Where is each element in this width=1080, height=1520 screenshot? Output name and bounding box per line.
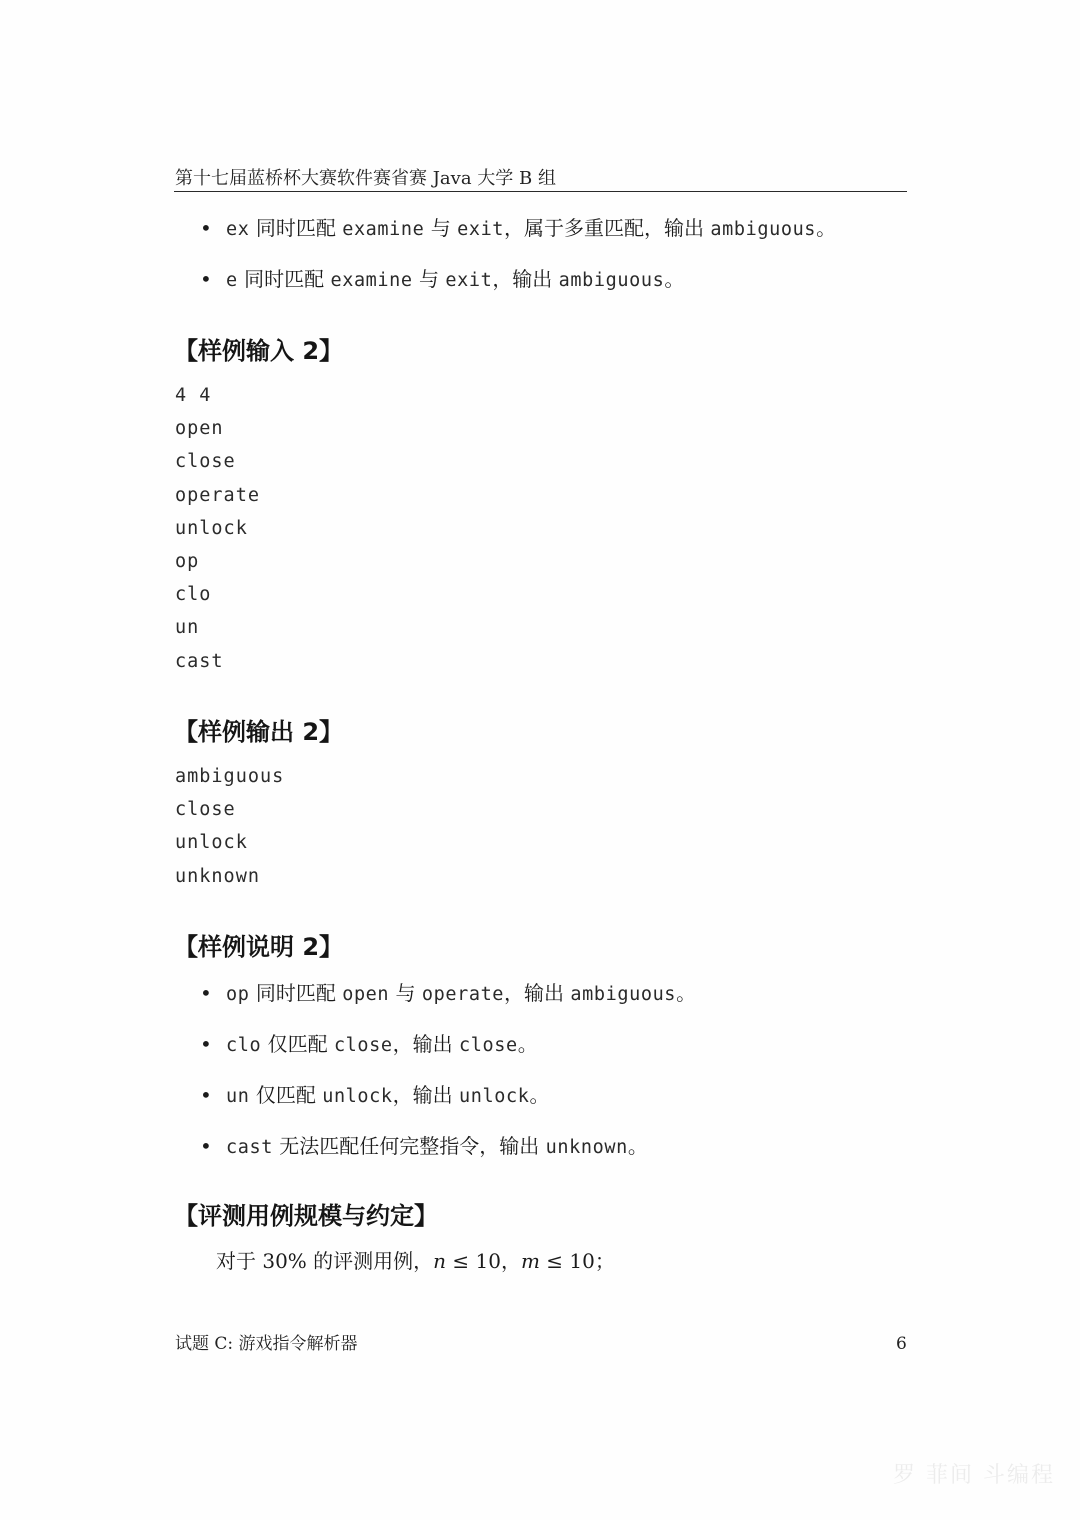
sample-output-2-title: 【样例输出 2】 [174,718,344,746]
code-line: ambiguous [175,766,285,787]
code-line: cast [175,650,224,672]
sample-explanation-2-title: 【样例说明 2】 [174,933,344,961]
code-line: operate [175,484,260,506]
code-line: close [175,799,236,821]
bullet-icon: • [200,216,212,240]
code-line: close [175,451,236,473]
code-line: op [175,550,200,572]
code-line: unlock [175,517,248,539]
bullet-icon: • [200,267,212,291]
bullet-icon: • [200,981,212,1005]
document-page: 第十七届蓝桥杯大赛软件赛省赛 Java 大学 B 组 • ex 同时匹配 examine 与 exit，属于多重匹配，输出 ambiguous。 • e 同时匹配 examine 与 exit，输出 ambiguous。 【样例输入 2】 4 4 open close operate unlock op clo un cast 【样例输出 2】 ambiguous close unlock unknown 【样例说明 2】 • op 同时匹配 open 与 operate，输出 ambiguous。 • clo 仅匹配 close，输出 close。 • un 仅匹配 unlock，输出 unlock。 • cast 无法匹配任何完整指令，输出 unknown。 【评测用例规模与约定】 对于 30% 的评测用例，n ≤ 10，m ≤ 10； 试题 C: 游戏指令解析器 6 罗 菲间 斗编程 [174,168,1055,1488]
bullet-icon: • [200,1032,212,1056]
code-line: 4 4 [175,385,212,406]
code-line: open [175,418,224,440]
constraints-title: 【评测用例规模与约定】 [174,1202,438,1230]
code-line: un [175,617,200,639]
header-rule [174,191,907,192]
bullet-icon: • [200,1134,212,1158]
page-number: 6 [896,1334,907,1354]
page-footer-problem: 试题 C: 游戏指令解析器 [175,1334,358,1354]
page-header: 第十七届蓝桥杯大赛软件赛省赛 Java 大学 B 组 [175,168,556,189]
code-line: unlock [175,832,248,854]
sample-input-2-code [175,379,260,678]
constraints-paragraph: 对于 30% 的评测用例，n ≤ 10，m ≤ 10； [216,1249,615,1273]
bullet-icon: • [200,1083,212,1107]
sample-input-2-title: 【样例输入 2】 [174,337,344,365]
sample-output-2-code [175,760,284,893]
code-line: unknown [175,865,260,887]
watermark: 罗 菲间 斗编程 [893,1463,1055,1488]
code-line: clo [175,584,212,606]
